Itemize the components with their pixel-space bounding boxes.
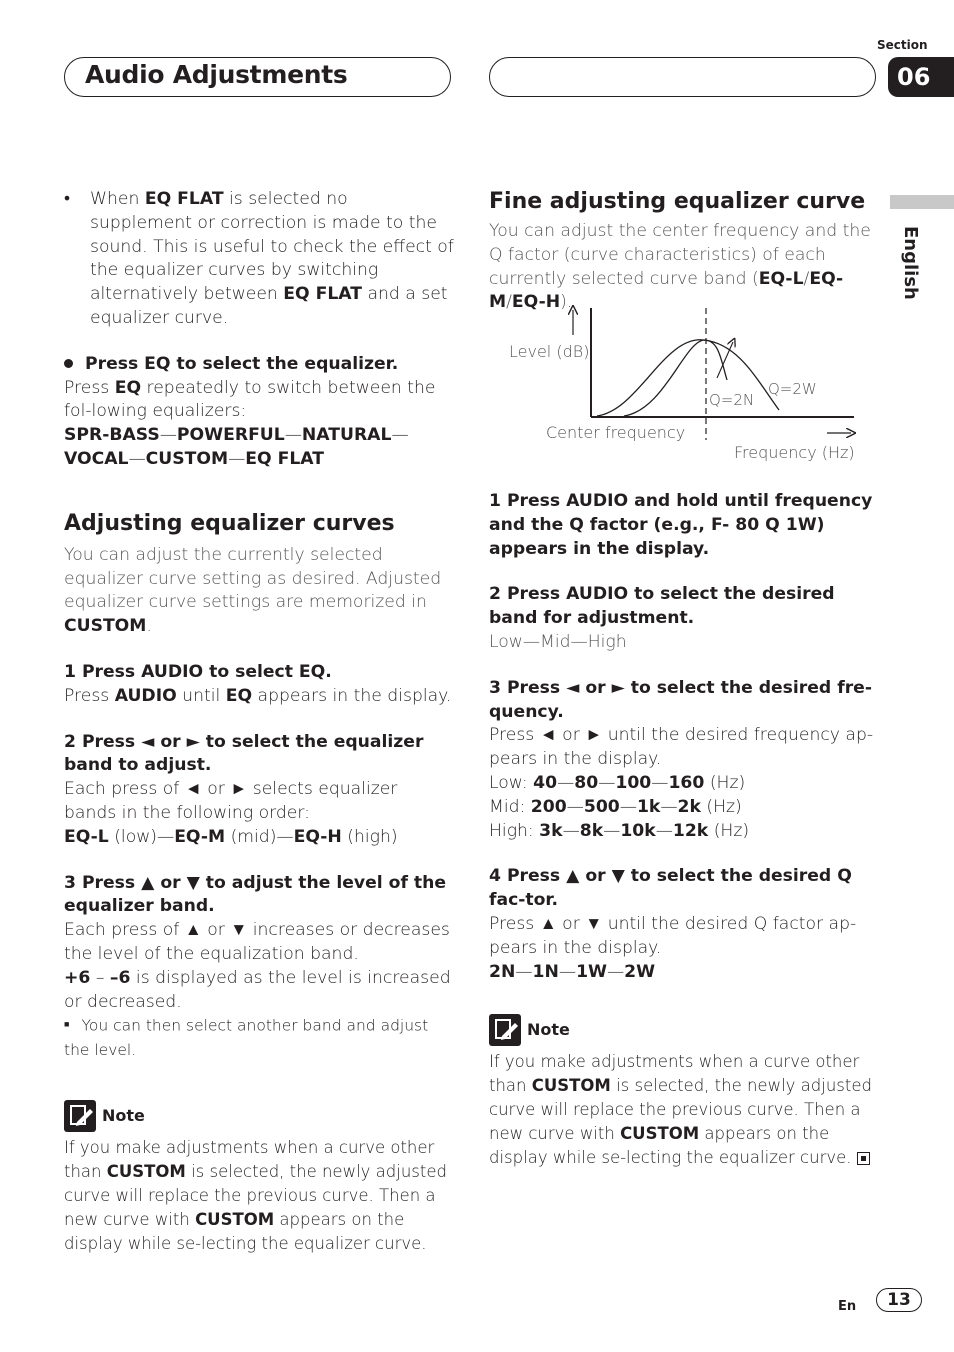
- press-eq-heading: [64, 353, 454, 377]
- q-factor-sequence: 2N—1N—1W—2W: [489, 961, 656, 982]
- text: and a set equalizer curve.: [90, 284, 448, 328]
- level-range: +6 – –6 is displayed as the level is increased or decreased.: [64, 967, 451, 1012]
- center-frequency-label: Center frequency: [546, 423, 686, 442]
- footer-language: En: [838, 1299, 857, 1314]
- page-number: 13: [876, 1288, 922, 1312]
- note-heading: [64, 1100, 454, 1132]
- q2n-label: Q=2N: [709, 391, 755, 409]
- band-order: EQ-L (low)—EQ-M (mid)—EQ-H (high): [64, 826, 398, 847]
- left-column: [64, 188, 454, 1256]
- fine-step2-heading: 2 Press AUDIO to select the desired band for adjustment.: [489, 584, 835, 629]
- fine-adjusting-intro: You can adjust the center frequency and the Q factor (curve characteristics) of each currently selected curve band (EQ-L/EQ-M/EQ-H).: [489, 221, 871, 313]
- header-blank-frame: [489, 57, 876, 97]
- language-label: English: [900, 226, 921, 300]
- bullet-marker: •: [64, 189, 71, 209]
- section-number: 06: [888, 57, 954, 97]
- adjust-step3-subnote: ■ You can then select another band and adjust the level.: [64, 1016, 429, 1059]
- text: Press EQ to select the equalizer.: [85, 353, 399, 374]
- text: is selected no supplement or correction is made to the sound. This is useful to check the effect of the equalizer curves by switching alternatively between: [90, 189, 454, 305]
- bullet-eq-flat: [64, 188, 454, 331]
- adjusting-intro: You can adjust the currently selected equalizer curve setting as desired. Adjusted equalizer curve settings are memorized in CUSTOM.: [64, 544, 442, 637]
- section-label: Section: [877, 38, 928, 52]
- freq-high-row: High: 3k—8k—10k—12k (Hz): [489, 820, 750, 841]
- eq-curve-diagram: [489, 300, 869, 470]
- adjust-step2-body: Each press of ◄ or ► selects equalizer bands in the following order:: [64, 779, 398, 823]
- equalizer-sequence: SPR-BASS—POWERFUL—NATURAL— VOCAL—CUSTOM—EQ FLAT: [64, 425, 409, 469]
- frequency-label: Frequency (Hz): [734, 443, 855, 462]
- freq-low-row: Low: 40—80—100—160 (Hz): [489, 772, 746, 793]
- end-mark-icon: [857, 1152, 870, 1165]
- adjust-step2-heading: 2 Press ◄ or ► to select the equalizer band to adjust.: [64, 731, 424, 776]
- note-label: Note: [102, 1106, 145, 1126]
- right-column: [489, 188, 881, 315]
- level-label: Level (dB): [509, 342, 590, 361]
- note-body: If you make adjustments when a curve other than CUSTOM is selected, the newly adjusted curve will replace the previous curve. Then a new curve with CUSTOM appears on the display while se-lecting the equalizer curve.: [64, 1138, 447, 1254]
- press-eq-body: Press EQ repeatedly to switch between the fol-lowing equalizers:: [64, 377, 436, 422]
- note-body: If you make adjustments when a curve other than CUSTOM is selected, the newly adjusted curve will replace the previous curve. Then a new curve with CUSTOM appears on the display while se-lecting the equalizer curve.: [489, 1052, 872, 1168]
- fine-step3-body: Press ◄ or ► until the desired frequency ap-pears in the display.: [489, 725, 874, 770]
- fine-step1-heading: 1 Press AUDIO and hold until frequency and the Q factor (e.g., F- 80 Q 1W) appears in the display.: [489, 491, 873, 559]
- right-column-steps: [489, 490, 881, 1170]
- text: When: [90, 189, 145, 209]
- language-tab-bar: [890, 195, 954, 209]
- header-title-frame: [64, 57, 451, 97]
- adjust-step1-body: Press AUDIO until EQ appears in the display.: [64, 685, 452, 706]
- freq-mid-row: Mid: 200—500—1k—2k (Hz): [489, 796, 742, 817]
- pencil-note-icon: [64, 1100, 96, 1132]
- fine-step3-heading: 3 Press ◄ or ► to select the desired fre-quency.: [489, 677, 872, 722]
- note-heading: [489, 1014, 881, 1046]
- fine-step4-body: Press ▲ or ▼ until the desired Q factor ap-pears in the display.: [489, 913, 857, 958]
- adjusting-heading: Adjusting equalizer curves: [64, 510, 395, 536]
- adjust-step3-body: Each press of ▲ or ▼ increases or decreases the level of the equalization band.: [64, 920, 450, 964]
- q2w-label: Q=2W: [768, 380, 817, 398]
- page-title: Audio Adjustments: [85, 60, 348, 89]
- fine-step4-heading: 4 Press ▲ or ▼ to select the desired Q fac-tor.: [489, 866, 852, 911]
- adjust-step1-heading: 1 Press AUDIO to select EQ.: [64, 661, 332, 682]
- pencil-note-icon: [489, 1014, 521, 1046]
- fine-step2-body: Low—Mid—High: [489, 631, 627, 652]
- emph: EQ FLAT: [144, 189, 224, 209]
- fine-adjusting-heading: Fine adjusting equalizer curve: [489, 189, 866, 214]
- note-label: Note: [527, 1020, 570, 1040]
- bullet-disc-icon: [64, 359, 73, 368]
- emph: EQ FLAT: [283, 284, 363, 305]
- square-bullet-icon: ■: [64, 1020, 70, 1031]
- adjust-step3-heading: 3 Press ▲ or ▼ to adjust the level of the equalizer band.: [64, 872, 447, 917]
